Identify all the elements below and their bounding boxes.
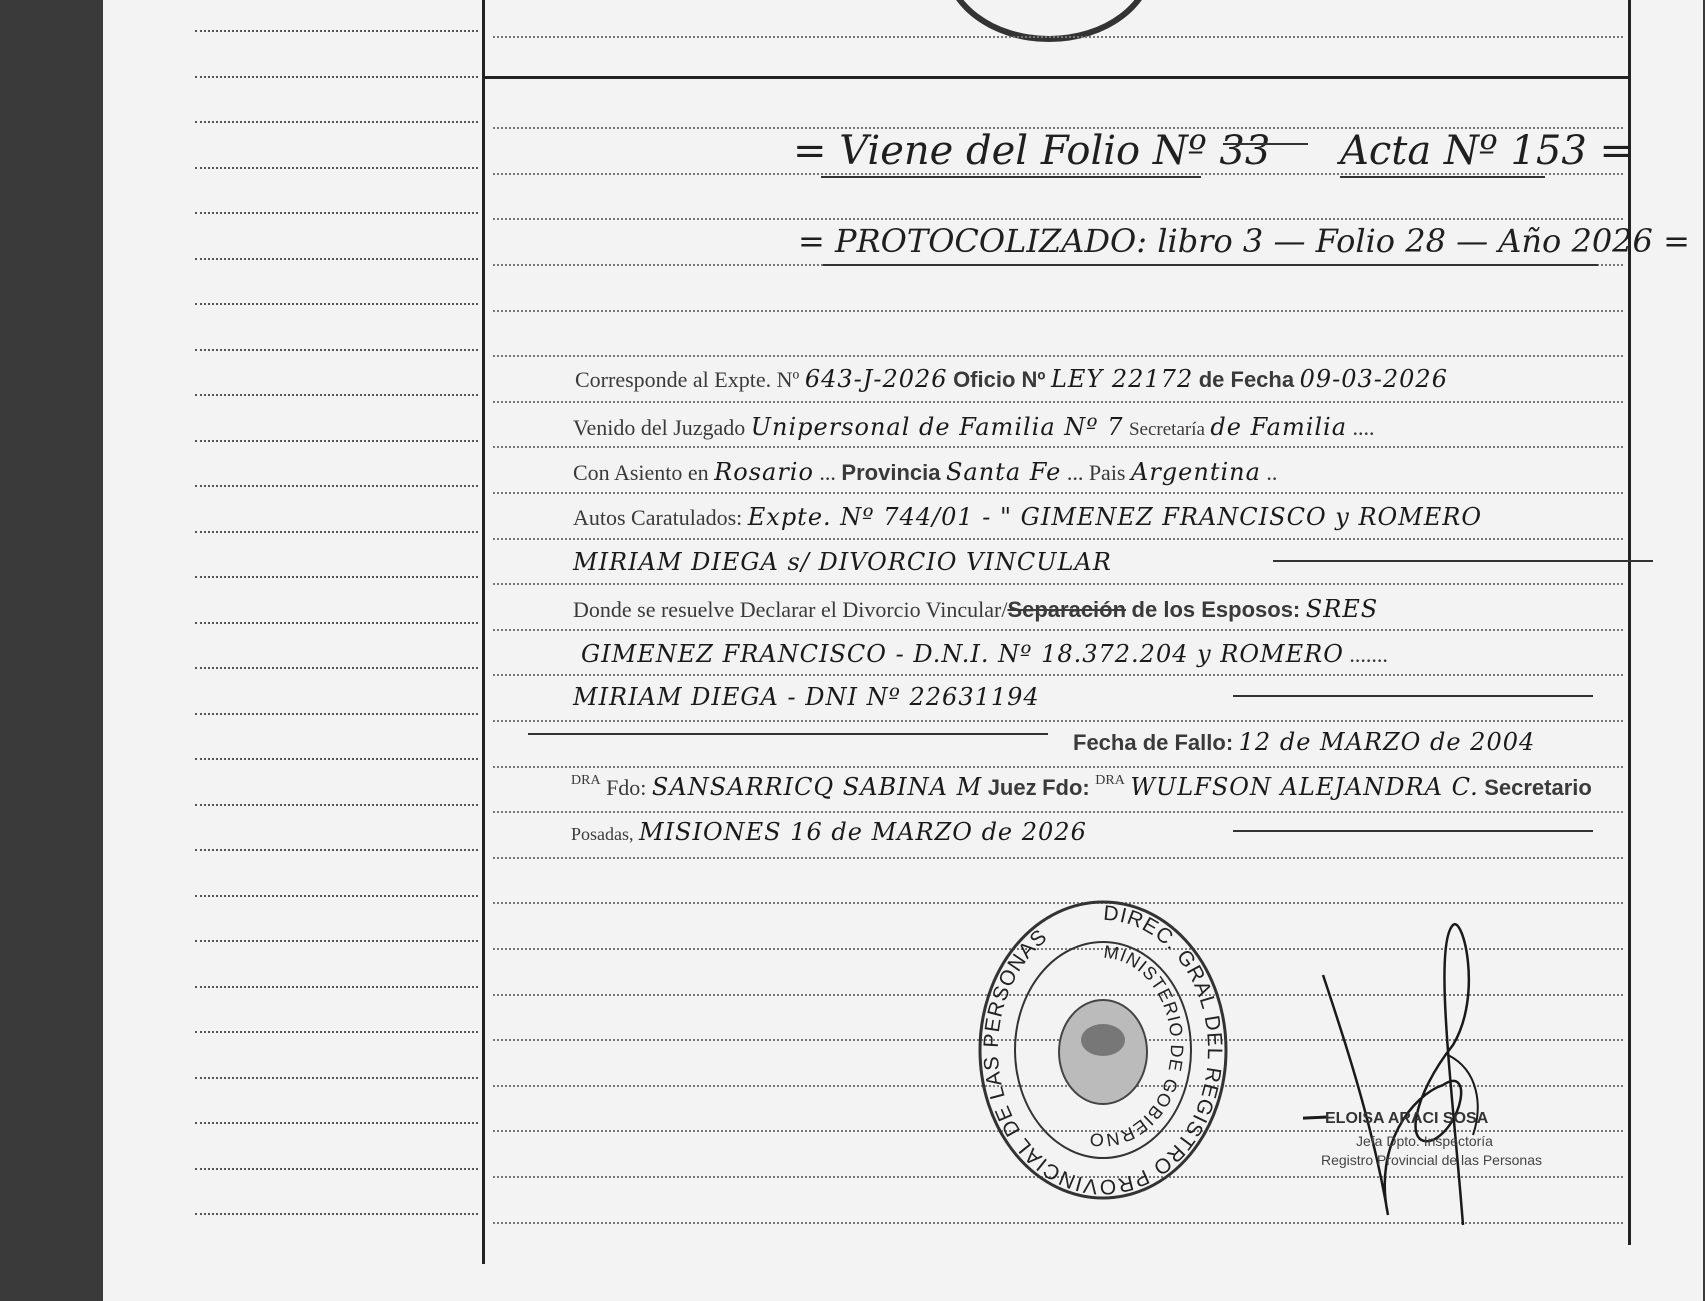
protocolizado-line: = PROTOCOLIZADO: libro 3 — Folio 28 — Año 2026 = [798,222,1690,260]
provincia-value: Santa Fe [945,458,1062,486]
fill-dash [1233,830,1593,832]
posadas-row [571,818,1087,846]
fdo-label: Fdo: [606,775,647,800]
acta-text: Acta Nº 153 [1340,128,1587,174]
dra-label-2: DRA [1095,773,1125,788]
dash-line [1223,143,1308,145]
juez-value: SANSARRICQ SABINA M [651,773,983,801]
margin-column [103,0,483,1301]
margin-dotted-line [195,76,478,78]
asiento-row: Con Asiento en Rosario ... Provincia Santa Fe ... Pais Argentina .. [573,458,1278,486]
juzgado-label: Venido del Juzgado [573,415,746,440]
margin-dotted-line [195,531,478,533]
ruled-dotted-line [493,720,1623,722]
esposos-label: de los Esposos: [1131,597,1301,622]
asiento-label: Con Asiento en [573,460,709,485]
pais-value: Argentina [1131,458,1261,486]
oficio-label: Oficio Nº [953,367,1046,392]
posadas-label: Posadas, [571,824,634,844]
expte-row [575,365,1448,393]
autos-row-2 [573,548,1112,576]
right-border-line [1628,0,1631,1245]
signer-org: Registro Provincial de las Personas [1321,1152,1542,1168]
fill-dash [1273,560,1653,562]
margin-dotted-line [195,713,478,715]
dash-mark: = [793,128,840,174]
margin-dotted-line [195,394,478,396]
ruled-dotted-line [493,857,1623,859]
esposos-row-1: GIMENEZ FRANCISCO - D.N.I. Nº 18.372.204 y ROMERO ....... [581,640,1388,668]
oficio-value: LEY 22172 [1050,365,1194,393]
ruled-dotted-line [493,811,1623,813]
ruled-dotted-line [493,446,1623,448]
juzgado-value: Unipersonal de Familia Nº 7 [750,413,1124,441]
sres-value: SRES [1305,595,1379,623]
ruled-dotted-line [493,674,1623,676]
autos-row [573,503,1482,531]
fill-dash [1233,695,1593,697]
margin-dotted-line [195,1031,478,1033]
seal-inner-text: MINISTERIO DE GOBIERNO [1087,941,1188,1151]
left-border-line [482,0,485,1264]
margin-dotted-line [195,576,478,578]
margin-dotted-line [195,804,478,806]
autos-value-1: Expte. Nº 744/01 - " GIMENEZ FRANCISCO y ROMERO [747,503,1483,531]
seal-outer-text: DIREC. GRAL DEL REGISTRO PROVINCIAL DE LAS PERSONAS [979,901,1227,1199]
expte-label: Corresponde al Expte. Nº [575,367,800,392]
margin-dotted-line [195,1168,478,1170]
ruled-dotted-line [493,766,1623,768]
esposos-line-1: GIMENEZ FRANCISCO - D.N.I. Nº 18.372.204 y ROMERO [581,640,1344,668]
fallo-row [1073,728,1535,756]
top-rule [484,76,1630,79]
ruled-dotted-line [493,583,1623,585]
margin-dotted-line [195,440,478,442]
fecha-value: 09-03-2026 [1299,365,1448,393]
margin-dotted-line [195,1122,478,1124]
autos-label: Autos Caratulados: [573,505,743,530]
resuelve-row [573,595,1378,623]
margin-dotted-line [195,167,478,169]
margin-dotted-line [195,121,478,123]
underline [1340,176,1545,178]
margin-dotted-line [195,258,478,260]
underline [821,176,1201,178]
ruled-dotted-line [493,310,1623,312]
secretaria-label: Secretaría [1128,419,1205,440]
acta-line: Acta Nº 153 = [1340,128,1634,174]
ruled-dotted-line [493,355,1623,357]
resuelve-strike: Separación [1007,597,1127,622]
pais-label: Pais [1088,460,1126,485]
expte-value: 643-J-2026 [804,365,948,393]
margin-dotted-line [195,895,478,897]
margin-dotted-line [195,30,478,32]
autos-value-2: MIRIAM DIEGA s/ DIVORCIO VINCULAR [573,548,1112,576]
fdo-row [571,773,1592,801]
margin-dotted-line [195,303,478,305]
signer-title: Jefa Dpto. Inspectoría [1356,1133,1493,1149]
document-page [103,0,1703,1301]
margin-dotted-line [195,212,478,214]
margin-dotted-line [195,986,478,988]
anio-text: Año 2026 [1498,222,1653,260]
secretaria-value: de Familia [1210,413,1348,441]
libro-text: libro 3 [1157,222,1264,260]
resuelve-label: Donde se resuelve Declarar el Divorcio Vincular/ [573,597,1008,622]
secretario-label: Secretario [1484,775,1592,800]
folio-text: Folio 28 [1315,222,1446,260]
official-seal [973,880,1233,1210]
fill-dash [528,733,1048,735]
fdo-label-2: Fdo: [1042,775,1090,800]
margin-dotted-line [195,1213,478,1215]
margin-dotted-line [195,349,478,351]
esposos-row-2 [573,683,1040,711]
fallo-value: 12 de MARZO de 2004 [1238,728,1536,756]
margin-dotted-line [195,622,478,624]
ruled-dotted-line [493,401,1623,403]
ruled-dotted-line [493,492,1623,494]
protocolizado-text: PROTOCOLIZADO: [834,222,1148,260]
asiento-value: Rosario [714,458,814,486]
secretario-value: WULFSON ALEJANDRA C. [1130,773,1479,801]
viene-text: Viene del Folio Nº 33 [839,128,1271,174]
margin-dotted-line [195,940,478,942]
ruled-dotted-line [493,218,1623,220]
juzgado-row: Venido del Juzgado Unipersonal de Familia Nº 7 Secretaría de Familia .... [573,413,1375,441]
margin-dotted-line [195,667,478,669]
juez-label: Juez [987,775,1037,800]
provincia-label: Provincia [841,460,941,485]
viene-folio-line [793,128,1270,174]
margin-dotted-line [195,1077,478,1079]
ruled-dotted-line [493,36,1623,38]
margin-dotted-line [195,849,478,851]
margin-dotted-line [195,758,478,760]
signer-name: ELOISA ARACI SOSA [1325,1110,1489,1127]
emblem-sun-icon [1081,1024,1125,1056]
fallo-label: Fecha de Fallo: [1073,730,1234,755]
margin-dotted-line [195,485,478,487]
posadas-value: MISIONES 16 de MARZO de 2026 [639,818,1087,846]
fecha-label: de Fecha [1198,367,1295,392]
handwritten-signature [1303,895,1553,1235]
dra-label-1: DRA [571,773,601,788]
ruled-dotted-line [493,629,1623,631]
ruled-dotted-line [493,538,1623,540]
underline [823,264,1598,266]
esposos-line-2: MIRIAM DIEGA - DNI Nº 22631194 [573,683,1040,711]
